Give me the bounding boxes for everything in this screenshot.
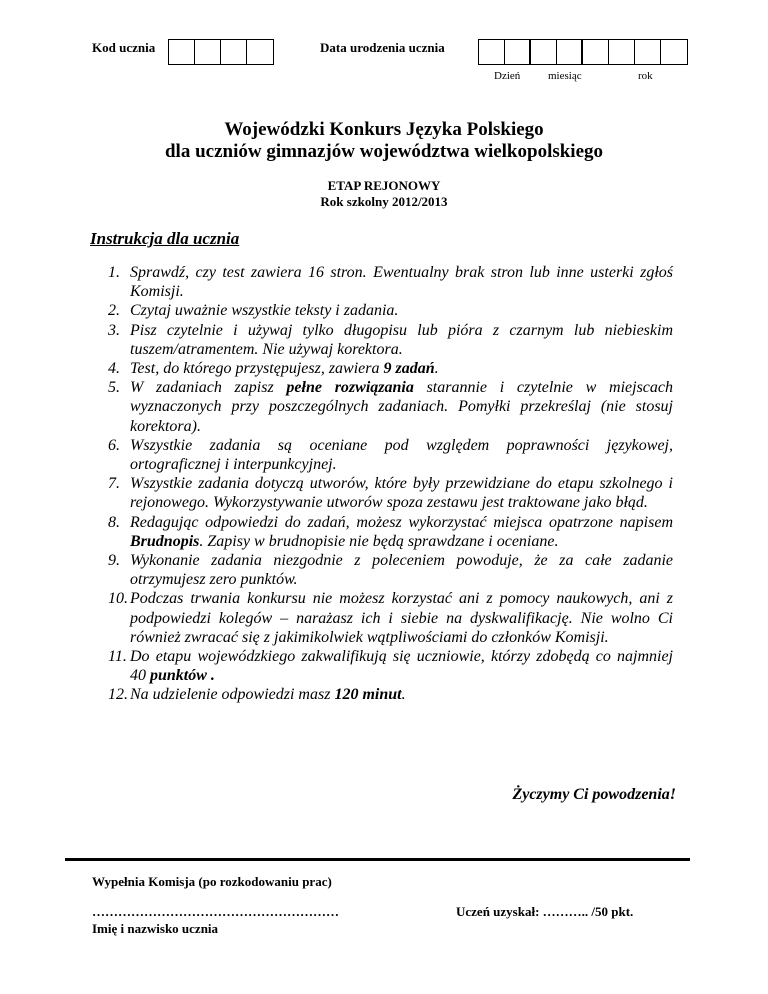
instruction-text: Pisz czytelnie i używaj tylko długopisu lub pióra z czarnym lub niebieskim tuszem/atramentem. Nie używaj korektora.: [130, 321, 673, 358]
year-label: rok: [638, 70, 653, 82]
instruction-emphasis: 120 minut: [334, 686, 402, 704]
instruction-number: 12.: [108, 686, 128, 704]
month-label: miesiąc: [548, 70, 582, 82]
instruction-text: . Zapisy w brudnopisie nie będą sprawdzane i oceniane.: [199, 532, 559, 550]
instruction-text: Sprawdź, czy test zawiera 16 stron. Ewentualny brak stron lub inne usterki zgłoś Komisji.: [130, 264, 673, 301]
instruction-text: Wszystkie zadania dotyczą utworów, które były przewidziane do etapu szkolnego i rejonowego. Wykorzystywanie utworów spoza zestawu jest traktowane jako błąd.: [130, 475, 673, 512]
instruction-item: [108, 685, 673, 704]
instruction-number: 1.: [108, 264, 120, 281]
instruction-number: 10.: [108, 590, 128, 608]
birth-date-boxes[interactable]: [478, 39, 688, 65]
instruction-item: [108, 359, 673, 378]
student-name-label: Imię i nazwisko ucznia: [92, 921, 219, 936]
school-year: Rok szkolny 2012/2013: [320, 194, 448, 209]
instruction-emphasis: 9 zadań: [383, 360, 435, 378]
instruction-number: 8.: [108, 513, 120, 531]
stage-name: ETAP REJONOWY: [327, 178, 441, 193]
instruction-emphasis: pełne rozwiązania: [286, 379, 414, 397]
student-code-boxes[interactable]: [168, 39, 274, 65]
student-name-field[interactable]: …………………………………………………: [92, 904, 339, 919]
contest-title: Wojewódzki Konkurs Języka Polskiego: [224, 119, 544, 140]
instruction-item: [108, 647, 673, 685]
day-label: Dzień: [494, 70, 521, 82]
instruction-text: Wykonanie zadania niezgodnie z poleceniem powoduje, że za całe zadanie otrzymujesz zero punktów.: [130, 552, 673, 589]
instruction-number: 9.: [108, 552, 120, 570]
instruction-item: [108, 263, 673, 301]
instruction-text: Do etapu wojewódzkiego zakwalifikują się uczniowie, którzy zdobędą co najmniej 40: [130, 648, 673, 685]
instruction-emphasis: Brudnopis: [130, 532, 200, 550]
student-code-label: Kod ucznia: [92, 40, 156, 55]
good-luck-text: Życzymy Ci powodzenia!: [512, 786, 676, 803]
instruction-text: Na udzielenie odpowiedzi masz: [130, 686, 335, 704]
instruction-number: 4.: [108, 360, 120, 378]
instruction-item: [108, 436, 673, 474]
instruction-text: Test, do którego przystępujesz, zawiera: [130, 360, 384, 378]
contest-subtitle: dla uczniów gimnazjów województwa wielkopolskiego: [164, 141, 604, 162]
instruction-text: W zadaniach zapisz: [130, 379, 287, 397]
instruction-number: 3.: [108, 321, 120, 339]
birth-date-label: Data urodzenia ucznia: [320, 40, 445, 55]
instruction-number: 6.: [108, 436, 120, 454]
instruction-item: [108, 474, 673, 512]
instruction-item: [108, 301, 673, 320]
footer-divider: [65, 858, 690, 861]
instruction-item: [108, 321, 673, 359]
instructions-heading: Instrukcja dla ucznia: [90, 229, 240, 248]
score-field[interactable]: Uczeń uzyskał: ……….. /50 pkt.: [456, 904, 634, 919]
instruction-item: [108, 378, 673, 436]
instruction-number: 5.: [108, 379, 120, 397]
instruction-text: Podczas trwania konkursu nie możesz korzystać ani z pomocy naukowych, ani z podpowiedzi kolegów – narażasz ich i siebie na dyskwalifikację. Nie wolno Ci również zwracać się z jakimikolwiek wątpliwościami do członków Komisji.: [130, 590, 673, 646]
instruction-text: Czytaj uważnie wszystkie teksty i zadania.: [130, 302, 399, 320]
instruction-item: [108, 513, 673, 551]
instruction-text: Redagując odpowiedzi do zadań, możesz wykorzystać miejsca opatrzone napisem: [130, 513, 673, 531]
instruction-item: [108, 589, 673, 647]
instruction-item: [108, 551, 673, 589]
instruction-number: 7.: [108, 475, 120, 493]
instruction-text: starannie i czytelnie w miejscach wyznaczonych przy poszczególnych zadaniach. Pomyłki przekreślaj (nie stosuj korektora).: [130, 379, 673, 435]
instruction-text: .: [401, 686, 406, 704]
instruction-text: Wszystkie zadania są oceniane pod względem poprawności językowej, ortograficznej i interpunkcyjnej.: [130, 436, 673, 474]
instructions-list: [108, 263, 673, 705]
instruction-number: 11.: [108, 648, 127, 666]
instruction-emphasis: punktów .: [150, 667, 215, 685]
commission-label: Wypełnia Komisja (po rozkodowaniu prac): [92, 874, 332, 889]
instruction-text: .: [434, 360, 439, 378]
instruction-number: 2.: [108, 302, 120, 320]
